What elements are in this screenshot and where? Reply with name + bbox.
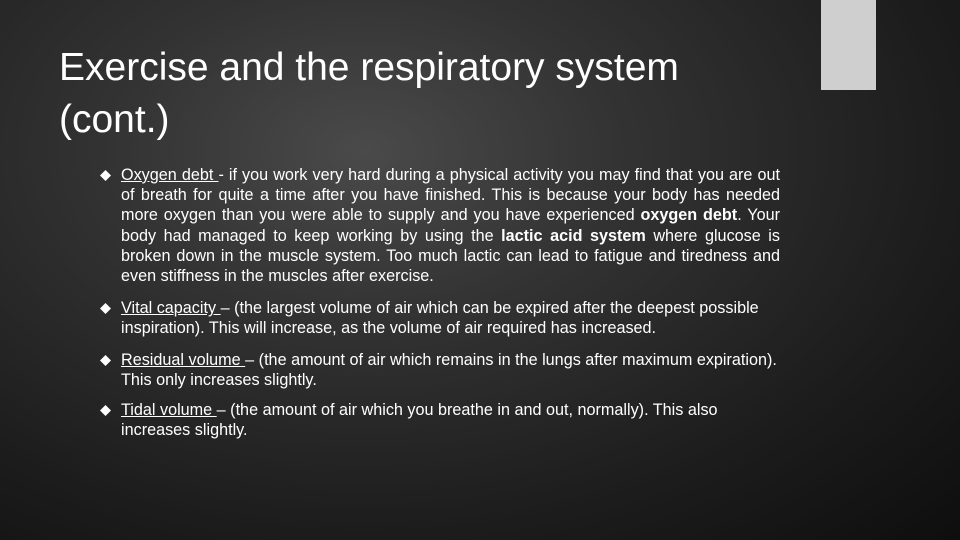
oxygen-debt-bold-1: oxygen debt	[640, 206, 738, 225]
bullet-oxygen-debt	[100, 165, 780, 286]
diamond-bullet-icon	[100, 170, 111, 181]
lactic-acid-system-bold: lactic acid system	[501, 226, 646, 245]
term-residual-volume: Residual volume	[121, 350, 246, 369]
diamond-bullet-icon	[100, 355, 111, 366]
decorative-rectangle	[821, 0, 876, 90]
title-line-2: (cont.)	[59, 98, 170, 141]
diamond-bullet-icon	[100, 303, 111, 314]
bullet-vital-capacity	[100, 298, 780, 338]
oxygen-debt-text-1: - if you work very hard during a physical activity you may find that you are out of breath for quite a time after you have finished. This is because your body has needed more oxygen than you were able to supply and you have experienced	[121, 166, 780, 225]
bullet-tidal-volume	[100, 400, 780, 440]
term-vital-capacity: Vital capacity	[121, 299, 221, 318]
bullet-residual-volume	[100, 350, 780, 390]
residual-volume-text: – (the amount of air which remains in the lungs after maximum expiration). This only increases slightly.	[121, 350, 777, 389]
tidal-volume-text: – (the amount of air which you breathe in and out, normally). This also increases slightly.	[121, 401, 718, 440]
oxygen-debt-text-2: . Your body had managed to keep working by using the	[121, 206, 780, 245]
slide-title	[59, 42, 799, 146]
diamond-bullet-icon	[100, 405, 111, 416]
oxygen-debt-text-3: where glucose is broken down in the muscle system. Too much lactic can lead to fatigue and tiredness and even stiffness in the muscles after exercise.	[121, 226, 780, 286]
term-oxygen-debt: Oxygen debt	[121, 166, 219, 184]
title-line-1: Exercise and the respiratory system	[59, 46, 679, 89]
bullet-list	[100, 165, 780, 440]
term-tidal-volume: Tidal volume	[121, 401, 217, 420]
vital-capacity-text: – (the largest volume of air which can be expired after the deepest possible inspiration). This will increase, as the volume of air required has increased.	[121, 299, 759, 338]
